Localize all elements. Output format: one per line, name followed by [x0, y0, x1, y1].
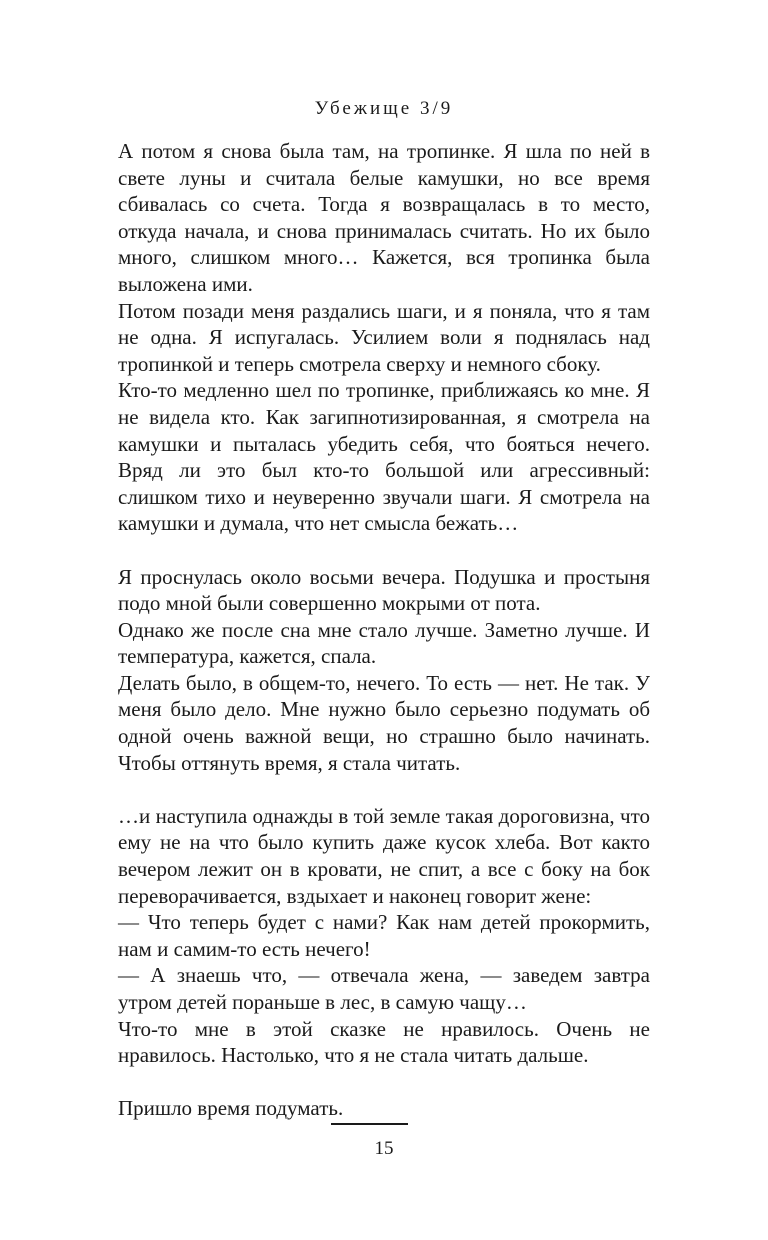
paragraph: Что-то мне в этой сказке не нравилось. Очень не нравилось. Настолько, что я не стала читать дальше. [118, 1016, 650, 1068]
paragraph: Однако же после сна мне стало лучше. Заметно лучше. И температура, кажется, спала. [118, 617, 650, 669]
quoted-paragraph: …и наступила однажды в той земле такая дороговизна, что ему не на что было купить даже кусок хлеба. Вот както вечером лежит он в кровати, не спит, а все с боку на бок переворачивается, вздыхает и наконец говорит жене: [118, 803, 650, 908]
running-title: Убежище 3/9 [314, 98, 454, 119]
paragraph: Потом позади меня раздались шаги, и я поняла, что я там не одна. Я испугалась. Усилием воли я поднялась над тропинкой и теперь смотрела сверху и немного сбоку. [118, 298, 650, 376]
paragraph: А потом я снова была там, на тропинке. Я шла по ней в свете луны и считала белые камушки, но все время сбивалась со счета. Тогда я возвращалась в то место, откуда начала, и снова принималась считать. Но их было много, слишком много… Кажется, вся тропинка была выложена ими. [118, 139, 650, 296]
dialogue-line: — Что теперь будет с нами? Как нам детей прокормить, нам и самим-то есть нечего! [118, 910, 650, 961]
paragraph: Делать было, в общем-то, нечего. То есть — нет. Не так. У меня было дело. Мне нужно было серьезно подумать об одной очень важной вещи, но страшно было начинать. Чтобы оттянуть время, я стала читать. [118, 670, 650, 775]
main-text [118, 138, 650, 1122]
dialogue-line: — А знаешь что, — отвечала жена, — заведем завтра утром детей пораньше в лес, в самую чащу… [118, 963, 650, 1014]
paragraph: Пришло время подумать. [118, 1096, 344, 1121]
page-number: 15 [374, 1138, 394, 1159]
paragraph: Кто-то медленно шел по тропинке, приближаясь ко мне. Я не видела кто. Как загипнотизированная, я смотрела на камушки и пыталась убедить себя, что бояться нечего. Вряд ли это был кто-то большой или агрессивный: слишком тихо и неуверенно звучали шаги. Я смотрела на камушки и думала, что нет смысла бежать… [118, 378, 650, 536]
footer-rule [331, 1123, 408, 1125]
paragraph: Я проснулась около восьми вечера. Подушка и простыня подо мной были совершенно мокрыми от пота. [118, 564, 650, 616]
